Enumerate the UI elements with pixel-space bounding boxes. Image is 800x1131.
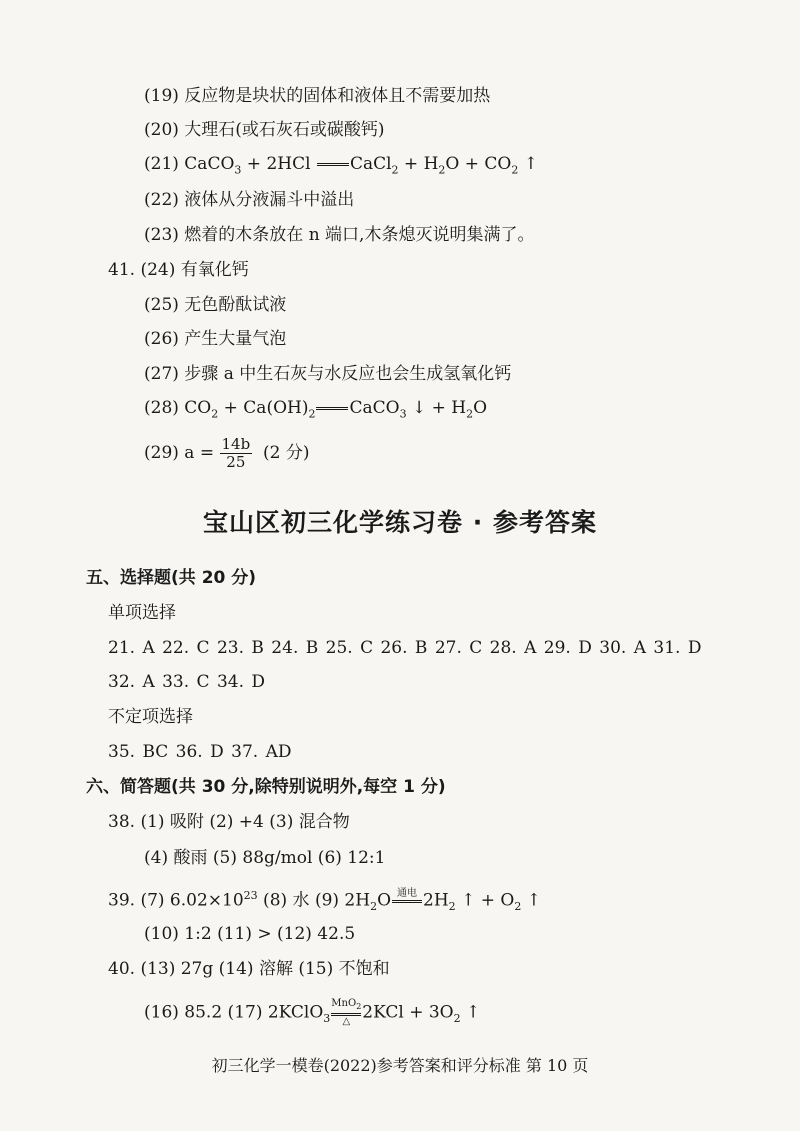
subscript: 2 — [356, 1002, 362, 1011]
subscript: 3 — [234, 163, 242, 177]
text: (28) CO — [144, 398, 212, 418]
subscript: 2 — [453, 1011, 461, 1025]
fraction — [220, 436, 253, 471]
multi-choice-label: 不定项选择 — [108, 707, 193, 727]
text: 39. (7) 6.02×10 — [108, 890, 244, 911]
catalyst: MnO — [331, 998, 357, 1009]
text: O — [377, 890, 392, 911]
answer-28 — [144, 396, 487, 426]
text: CaCO — [349, 398, 400, 418]
equals-sign — [317, 163, 349, 166]
subscript: 2 — [211, 407, 219, 421]
condition-text: 通电 — [397, 887, 418, 899]
single-choice-label: 单项选择 — [108, 603, 176, 623]
answer-39-line1 — [108, 884, 541, 919]
numerator: 14b — [221, 435, 251, 453]
subscript: 2 — [466, 407, 474, 421]
answer-26: (26) 产生大量气泡 — [144, 329, 287, 349]
text: 2H — [423, 890, 449, 911]
heat-symbol: △ — [342, 1016, 351, 1027]
subscript: 2 — [511, 163, 519, 177]
answer-38-line2: (4) 酸雨 (5) 88g/mol (6) 12:1 — [144, 848, 386, 868]
text: + Ca(OH) — [218, 398, 309, 418]
answer-19: (19) 反应物是块状的固体和液体且不需要加热 — [144, 86, 491, 106]
text: + H — [398, 154, 439, 174]
text: ↓ + H — [406, 398, 467, 418]
subscript: 3 — [399, 407, 407, 421]
answer-23: (23) 燃着的木条放在 n 端口,木条熄灭说明集满了。 — [144, 225, 535, 245]
answer-24: 41. (24) 有氧化钙 — [108, 260, 249, 280]
superscript: 23 — [243, 889, 258, 902]
subscript: 2 — [514, 900, 522, 914]
subscript: 2 — [370, 900, 378, 914]
text: ↑ — [518, 154, 539, 174]
page-footer: 初三化学一模卷(2022)参考答案和评分标准 第 10 页 — [211, 1056, 589, 1075]
text: (16) 85.2 (17) 2KClO — [144, 1002, 324, 1023]
reaction-condition — [331, 998, 361, 1028]
text: + 2HCl — [241, 154, 316, 174]
answer-38-line1: 38. (1) 吸附 (2) +4 (3) 混合物 — [108, 812, 350, 832]
subscript: 2 — [308, 407, 316, 421]
text: ↑ + O — [455, 890, 515, 911]
subscript: 2 — [391, 163, 399, 177]
text: ↑ — [460, 1002, 481, 1023]
subscript: 2 — [438, 163, 446, 177]
answer-21 — [144, 152, 538, 182]
text: ↑ — [521, 890, 541, 911]
text: O — [473, 398, 488, 418]
spacer — [405, 903, 408, 915]
answer-40-line1: 40. (13) 27g (14) 溶解 (15) 不饱和 — [108, 959, 390, 979]
answer-40-line2 — [144, 998, 480, 1031]
section6-heading: 六、简答题(共 30 分,除特别说明外,每空 1 分) — [86, 777, 446, 797]
condition-top — [331, 998, 361, 1013]
answer-20: (20) 大理石(或石灰石或碳酸钙) — [144, 120, 385, 140]
answer-29 — [144, 436, 310, 471]
single-choice-row1: 21. A 22. C 23. B 24. B 25. C 26. B 27. C 28. A 29. D 30. A 31. D — [108, 638, 702, 658]
denominator: 25 — [226, 453, 246, 471]
text: CaCl — [349, 154, 392, 174]
text: O + CO — [445, 154, 512, 174]
equals-sign — [316, 407, 348, 410]
page-title: 宝山区初三化学练习卷 · 参考答案 — [203, 508, 597, 537]
answer-39-line2: (10) 1:2 (11) > (12) 42.5 — [144, 924, 356, 944]
section5-heading: 五、选择题(共 20 分) — [86, 568, 257, 588]
reaction-condition — [392, 888, 422, 915]
subscript: 2 — [448, 900, 456, 914]
text: (8) 水 (9) 2H — [257, 890, 371, 911]
answer-25: (25) 无色酚酞试液 — [144, 295, 287, 315]
multi-choice-row: 35. BC 36. D 37. AD — [108, 742, 292, 762]
answer-22: (22) 液体从分液漏斗中溢出 — [144, 190, 355, 210]
text: (29) a = — [144, 443, 215, 463]
subscript: 3 — [323, 1011, 331, 1025]
text: 2KCl + 3O — [362, 1002, 454, 1023]
single-choice-row2: 32. A 33. C 34. D — [108, 672, 266, 692]
score-note: (2 分) — [263, 443, 310, 463]
answer-27: (27) 步骤 a 中生石灰与水反应也会生成氢氧化钙 — [144, 364, 512, 384]
text: (21) CaCO — [144, 154, 235, 174]
